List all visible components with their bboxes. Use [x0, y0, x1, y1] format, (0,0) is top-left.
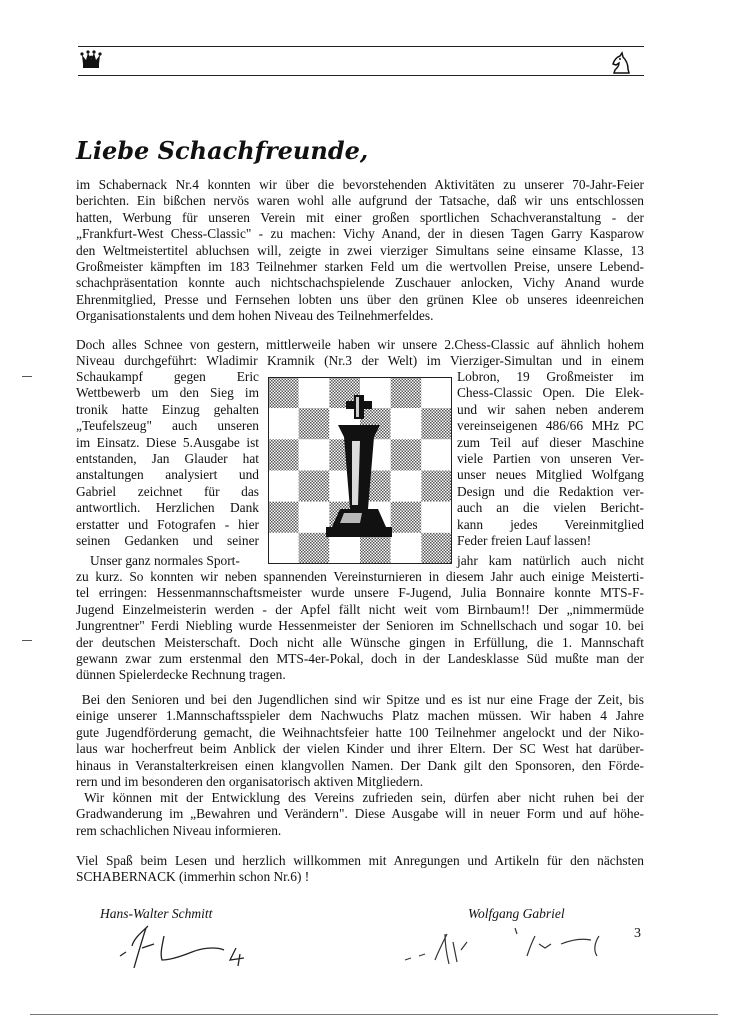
text-line: Gradwanderung im „Bewahren und Verändern". Diese Ausgabe will in neuer Form und auf höhe-	[76, 806, 644, 822]
text-line: tronik hatte Einzug gehalten	[76, 401, 259, 417]
chess-board-king-illustration	[268, 377, 452, 564]
text-line: antwortlich. Herzlichen Dank	[76, 500, 259, 516]
board-square	[421, 502, 452, 533]
board-square	[299, 533, 330, 564]
text-line: jahr kam natürlich auch nicht	[457, 553, 644, 568]
signature-name-left: Hans-Walter Schmitt	[100, 906, 213, 921]
text-line: Schaukampf gegen Eric	[76, 369, 259, 384]
text-line: „Frankfurt-West Chess-Classic" - zu machen: Vichy Anand, der in diesen Tagen Garry Kasparow	[76, 226, 644, 242]
board-square	[268, 377, 299, 408]
text-line: schachpräsentation konnte auch nichtschachspielende Zuschauer anlocken, Vichy Anand wurde	[76, 275, 644, 291]
text-line: Chess-Classic Open. Die Elek-	[457, 385, 644, 401]
crown-icon	[80, 49, 102, 71]
text-line: Organisationstalents und dem hohen Niveau des Teilnehmerfeldes.	[76, 308, 434, 324]
text-line: Jungrentner" Ferdi Niebling wurde Hessenmeister der Senioren im Schnellschach und sogar 10. bei	[76, 618, 644, 634]
text-line: erstatter und Fotografen - hier	[76, 516, 259, 532]
paragraph-entwicklung	[76, 790, 644, 839]
text-line: dünnen Spielerdecke Rechnung tragen.	[76, 667, 286, 683]
text-line: unser neues Mitglied Wolfgang	[457, 467, 644, 483]
board-square	[421, 439, 452, 470]
knight-icon	[609, 51, 635, 75]
text-line: einige unserer 1.Mannschaftsspieler dem Nachwuchs Platz machen müssen. Wir haben 4 Jahre	[76, 708, 644, 724]
text-line: „Teufelszeug" auch unseren	[76, 418, 259, 434]
board-square	[421, 471, 452, 502]
board-square	[268, 533, 299, 564]
paragraph-chess-classic	[76, 337, 644, 370]
paragraph-left-column	[76, 369, 259, 549]
board-square	[268, 439, 299, 470]
board-square	[329, 533, 360, 564]
handwritten-signature-right	[395, 920, 610, 970]
text-line: hinaus in Veranstalterkreisen einen klangvollen Namen. Der Dank gilt den Sponsoren, den Förde-	[76, 757, 644, 773]
board-square	[391, 471, 422, 502]
text-line: viele Partien von unseren Ver-	[457, 451, 644, 467]
board-square	[391, 533, 422, 564]
text-line: entstanden, Jan Glauder hat	[76, 451, 259, 467]
paragraph-closing	[76, 853, 644, 886]
paragraph-sportjahr	[76, 569, 644, 684]
board-square	[360, 533, 391, 564]
margin-mark	[22, 376, 32, 377]
text-line: zu kurz. So konnten wir neben spannenden Vereinsturnieren in diesem Jahr auch einige Meisterti-	[76, 569, 644, 584]
board-square	[299, 439, 330, 470]
text-line: im Schabernack Nr.4 konnten wir über die bevorstehenden Aktivitäten zu unserer 70-Jahr-Feier	[76, 177, 644, 192]
text-line: Großmeister kämpften im 183 Teilnehmer starken Feld um die wertvollen Preise, unsere Lebend-	[76, 259, 644, 275]
text-line: Wir können mit der Entwicklung des Vereins zufrieden sein, dürfen aber nicht ruhen bei der	[76, 790, 644, 805]
text-line: und wir sahen neben anderem	[457, 401, 644, 417]
board-square	[421, 377, 452, 408]
text-line: der deutschen Meisterschaft. Doch nicht alle Wünsche gingen in Erfüllung, die 1. Mannschaft	[76, 634, 644, 650]
board-square	[391, 408, 422, 439]
board-square	[268, 408, 299, 439]
board-square	[299, 377, 330, 408]
board-square	[299, 471, 330, 502]
text-line: rern und im besonderen den organisatorisch aktiven Mitgliedern.	[76, 774, 424, 790]
paragraph-sportjahr-right	[457, 553, 644, 569]
board-square	[391, 377, 422, 408]
board-square	[391, 439, 422, 470]
text-line: hatten, Werbung für unseren Verein mit einer großen sportlichen Schachveranstaltung - der	[76, 209, 644, 225]
text-line: laus war hocherfreut beim Anblick der vielen Kinder und ihrer Eltern. Der SC West hat darüber-	[76, 741, 644, 757]
footer-rule	[30, 1014, 718, 1015]
text-line: Jugend Einzelmeisterin werden - der Apfel fällt nicht weit vom Birnbaum!! Der „nimmermüde	[76, 601, 644, 617]
text-line: berichten. Ein bißchen nervös waren wohl alle aufgrund der Tatsache, daß wir uns entschlossen	[76, 193, 644, 209]
paragraph-senioren	[76, 692, 644, 790]
greeting-title: Liebe Schachfreunde,	[76, 136, 369, 165]
board-square	[421, 533, 452, 564]
text-line: zum Teil auf dieser Maschine	[457, 434, 644, 450]
text-line: vereinseigenen 486/66 MHz PC	[457, 418, 644, 434]
margin-mark	[22, 640, 32, 641]
header-rule-top	[78, 46, 644, 47]
handwritten-signature-left	[112, 918, 262, 973]
board-square	[391, 502, 422, 533]
text-line: anstaltungen analysiert und	[76, 467, 259, 483]
paragraph-intro	[76, 177, 644, 325]
text-line: gute Jugendförderung gemacht, die Weihnachtsfeier hatte 100 Teilnehmer angelockt und der Niko-	[76, 724, 644, 740]
signature-name-right: Wolfgang Gabriel	[468, 906, 565, 921]
text-line: im Einsatz. Diese 5.Ausgabe ist	[76, 434, 259, 450]
text-line: Gabriel zeichnet für das	[76, 483, 259, 499]
board-square	[268, 471, 299, 502]
text-line: tel erringen: Hessenmannschaftsmeister wurde unsere F-Jugend, Julia Bonnaire konnte MTS-F-	[76, 585, 644, 601]
text-line: den Weltmeistertitel abluchsen will, zeigte in zwei vierziger Simultans seine einsame Klasse, 13	[76, 242, 644, 258]
paragraph-right-column	[457, 369, 644, 549]
text-line: Design und die Redaktion ver-	[457, 483, 644, 499]
board-square	[299, 502, 330, 533]
text-line: Niveau durchgeführt: Wladimir Kramnik (Nr.3 der Welt) im Vierziger-Simultan und in einem	[76, 353, 644, 369]
text-line: Bei den Senioren und bei den Jugendlichen sind wir Spitze und es ist nur eine Frage der Zeit, bis	[76, 692, 644, 707]
header-rule-bottom	[78, 75, 644, 76]
text-line: seinen Gedanken und seiner	[76, 533, 259, 549]
paragraph-sportjahr-left: Unser ganz normales Sport-	[90, 553, 240, 568]
board-square	[268, 502, 299, 533]
text-line: Ehrenmitglied, Presse und Fernsehen lobten uns über den grünen Klee ob unseres ideenreichen	[76, 291, 644, 307]
board-square	[299, 408, 330, 439]
text-line: Lobron, 19 Großmeister im	[457, 369, 644, 384]
text-line: rem schachlichen Niveau informieren.	[76, 822, 282, 838]
text-line: Wettbewerb um den Sieg im	[76, 385, 259, 401]
board-square	[421, 408, 452, 439]
text-line: Doch alles Schnee von gestern, mittlerweile haben wir unsere 2.Chess-Classic auf ähnlich hohem	[76, 337, 644, 352]
page-number: 3	[634, 926, 641, 941]
text-line: SCHABERNACK (immerhin schon Nr.6) !	[76, 869, 310, 885]
text-line: kann jedes Vereinmitglied	[457, 516, 644, 532]
text-line: Viel Spaß beim Lesen und herzlich willkommen mit Anregungen und Artikeln für den nächsten	[76, 853, 644, 868]
text-line: auch an die vielen Bericht-	[457, 500, 644, 516]
text-line: gewann zwar zum erstenmal den MTS-4er-Pokal, doch in der Landesklasse Süd mußte man der	[76, 651, 644, 667]
text-line: Feder freien Lauf lassen!	[457, 533, 592, 549]
